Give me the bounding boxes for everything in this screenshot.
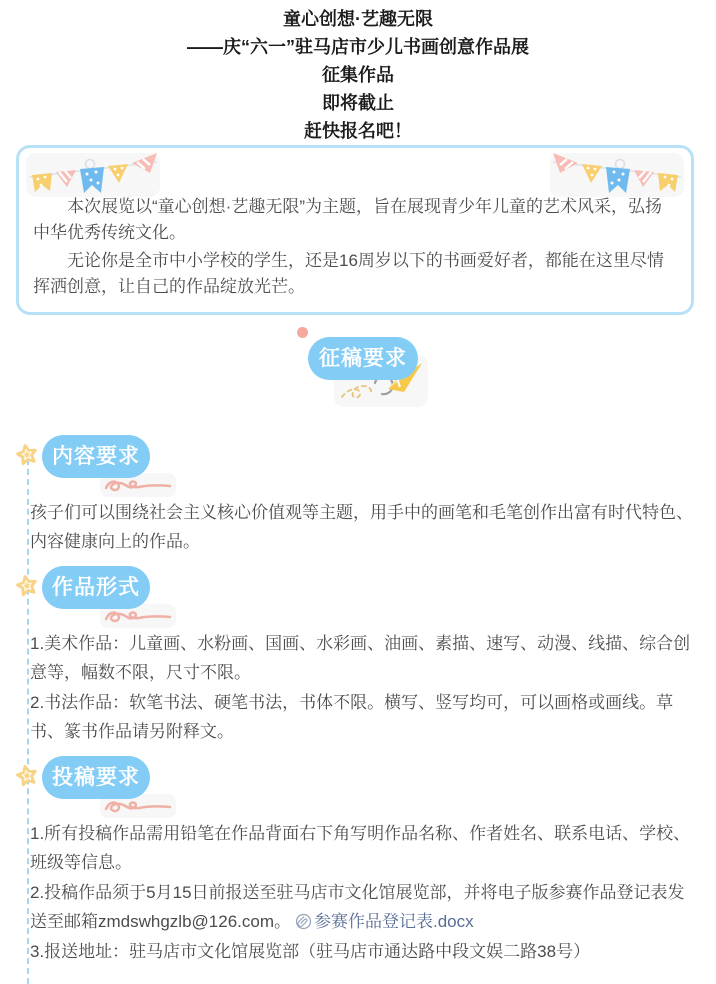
call-for-entries-stamp [0,335,716,423]
section-paragraph [30,878,696,936]
star-icon [15,574,39,598]
article-title [0,0,716,145]
decor-dot-icon [297,327,308,338]
bunting-flags-right-icon [550,153,684,197]
section-body [0,498,716,556]
section-badge: 作品形式 [42,566,150,609]
title-line: 即将截止 [322,93,394,113]
section-body [0,629,716,746]
title-line: 赶快报名吧！ [304,121,412,141]
paperclip-icon [295,910,312,927]
section-content-requirements [0,435,716,556]
intro-box [16,145,694,315]
attachment-link[interactable] [291,912,474,931]
section-paragraph: 3.报送地址：驻马店市文化馆展览部（驻马店市通达路中段文娱二路38号） [30,942,591,961]
section-paragraph-text: 2.投稿作品须于5月15日前报送至驻马店市文化馆展览部，并将电子版参赛作品登记表发送至邮箱zmdswhgzlb@126.com。 [30,883,685,931]
section-paragraph: 1.所有投稿作品需用铅笔在作品背面右下角写明作品名称、作者姓名、联系电话、学校、班级等信息。 [30,824,691,872]
attachment-link-label: 参赛作品登记表.docx [314,912,474,931]
section-work-formats [0,566,716,746]
title-line: 童心创想·艺趣无限 [283,9,433,29]
intro-paragraph: 本次展览以“童心创想·艺趣无限”为主题，旨在展现青少年儿童的艺术风采，弘扬中华优秀传统文化。 [33,197,662,242]
star-icon [15,764,39,788]
section-badge: 投稿要求 [42,756,150,799]
section-badge: 内容要求 [42,435,150,478]
section-paragraph: 1.美术作品：儿童画、水粉画、国画、水彩画、油画、素描、速写、动漫、线描、综合创意等，幅数不限，尺寸不限。 [30,634,691,682]
section-paragraph: 孩子们可以围绕社会主义核心价值观等主题，用手中的画笔和毛笔创作出富有时代特色、内容健康向上的作品。 [30,503,693,551]
section-header [0,756,716,818]
call-for-entries-badge: 征稿要求 [308,337,418,380]
title-line: ——庆“六一”驻马店市少儿书画创意作品展 [187,37,529,57]
section-header [0,566,716,628]
bunting-flags-left-icon [26,153,160,197]
section-paragraph: 2.书法作品：软笔书法、硬笔书法，书体不限。横写、竖写均可，可以画格或画线。草书、篆书作品请另附释文。 [30,693,674,741]
title-line: 征集作品 [322,65,394,85]
section-body [0,819,716,966]
section-header [0,435,716,497]
star-icon [15,443,39,467]
intro-paragraph: 无论你是全市中小学校的学生，还是16周岁以下的书画爱好者，都能在这里尽情挥洒创意，让自己的作品绽放光芒。 [33,251,664,296]
section-submission-requirements [0,756,716,966]
sections [0,423,716,966]
